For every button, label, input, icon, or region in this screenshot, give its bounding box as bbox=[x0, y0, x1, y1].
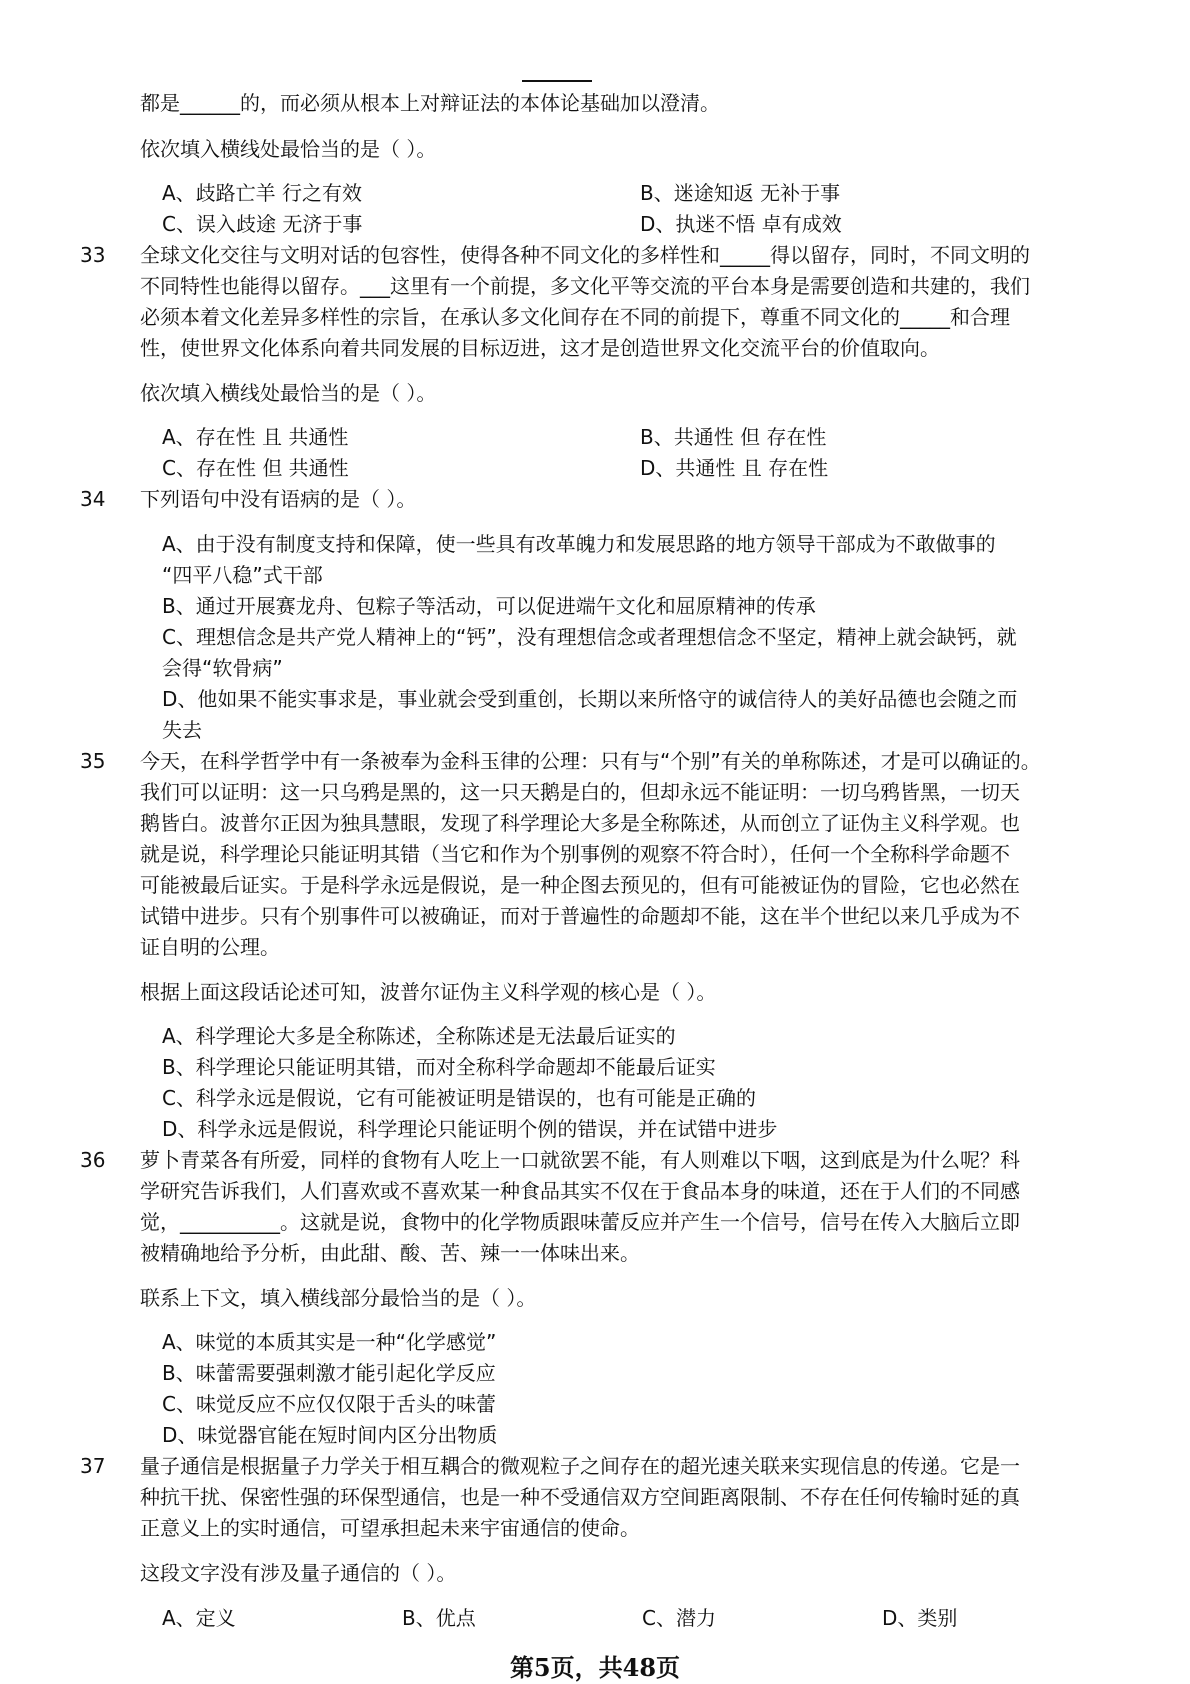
option-d: D、科学永远是假说，科学理论只能证明个例的错误，并在试错中进步 bbox=[162, 1117, 778, 1141]
question-text-line: 试错中进步。只有个别事件可以被确证，而对于普遍性的命题却不能，这在半个世纪以来几乎成为不 bbox=[140, 904, 1020, 928]
option-b: B、味蕾需要强刺激才能引起化学反应 bbox=[162, 1361, 496, 1385]
question-prompt: 这段文字没有涉及量子通信的（ ）。 bbox=[140, 1561, 457, 1585]
option-c: C、误入歧途 无济于事 bbox=[162, 212, 363, 236]
question-text-line: 都是______的，而必须从根本上对辩证法的本体论基础加以澄清。 bbox=[140, 91, 720, 115]
question-number: 36 bbox=[80, 1148, 106, 1172]
option-a-continued: “四平八稳”式干部 bbox=[162, 563, 323, 587]
option-c-continued: 会得“软骨病” bbox=[162, 656, 283, 680]
option-c: C、科学永远是假说，它有可能被证明是错误的，也有可能是正确的 bbox=[162, 1086, 756, 1110]
question-prompt: 联系上下文，填入横线部分最恰当的是（ ）。 bbox=[140, 1286, 537, 1310]
question-text-line: 必须本着文化差异多样性的宗旨，在承认多文化间存在不同的前提下，尊重不同文化的_____和合理 bbox=[140, 305, 1010, 329]
option-d: D、共通性 且 存在性 bbox=[640, 456, 829, 480]
question-stem: 下列语句中没有语病的是（ ）。 bbox=[140, 487, 417, 511]
option-b: B、迷途知返 无补于事 bbox=[640, 181, 841, 205]
question-number: 37 bbox=[80, 1454, 106, 1478]
option-d: D、他如果不能实事求是，事业就会受到重创，长期以来所恪守的诚信待人的美好品德也会随之而 bbox=[162, 687, 1018, 711]
question-text-line: 全球文化交往与文明对话的包容性，使得各种不同文化的多样性和_____得以留存，同时，不同文明的 bbox=[140, 243, 1030, 267]
option-c: C、味觉反应不应仅仅限于舌头的味蕾 bbox=[162, 1392, 496, 1416]
question-number: 34 bbox=[80, 487, 106, 511]
option-a: A、存在性 且 共通性 bbox=[162, 425, 349, 449]
option-b: B、通过开展赛龙舟、包粽子等活动，可以促进端午文化和屈原精神的传承 bbox=[162, 594, 816, 618]
question-text-line: 觉，__________。这就是说，食物中的化学物质跟味蕾反应并产生一个信号，信号在传入大脑后立即 bbox=[140, 1210, 1020, 1234]
option-c: C、存在性 但 共通性 bbox=[162, 456, 349, 480]
option-a: A、由于没有制度支持和保障，使一些具有改革魄力和发展思路的地方领导干部成为不敢做事的 bbox=[162, 532, 996, 556]
option-c: C、潜力 bbox=[642, 1606, 716, 1630]
option-a: A、科学理论大多是全称陈述，全称陈述是无法最后证实的 bbox=[162, 1024, 676, 1048]
option-d: D、执迷不悟 卓有成效 bbox=[640, 212, 842, 236]
option-b: B、优点 bbox=[402, 1606, 476, 1630]
question-prompt: 依次填入横线处最恰当的是（ ）。 bbox=[140, 381, 437, 405]
question-text-line: 学研究告诉我们，人们喜欢或不喜欢某一种食品其实不仅在于食品本身的味道，还在于人们的不同感 bbox=[140, 1179, 1020, 1203]
option-a: A、定义 bbox=[162, 1606, 236, 1630]
question-number: 35 bbox=[80, 749, 106, 773]
question-text-line: 种抗干扰、保密性强的环保型通信，也是一种不受通信双方空间距离限制、不存在任何传输时延的真 bbox=[140, 1485, 1020, 1509]
question-text-line: 就是说，科学理论只能证明其错（当它和作为个别事例的观察不符合时），任何一个全称科学命题不 bbox=[140, 842, 1010, 866]
question-text-line: 证自明的公理。 bbox=[140, 935, 280, 959]
question-text-line: 萝卜青菜各有所爱，同样的食物有人吃上一口就欲罢不能，有人则难以下咽，这到底是为什么呢？科 bbox=[140, 1148, 1020, 1172]
page-footer: 第5页，共48页 bbox=[509, 1653, 681, 1682]
question-text-line: 我们可以证明：这一只乌鸦是黑的，这一只天鹅是白的，但却永远不能证明：一切乌鸦皆黑，一切天 bbox=[140, 780, 1020, 804]
top-rule bbox=[522, 80, 592, 82]
option-d: D、类别 bbox=[882, 1606, 958, 1630]
option-d-continued: 失去 bbox=[162, 718, 202, 742]
question-text-line: 今天，在科学哲学中有一条被奉为金科玉律的公理：只有与“个别”有关的单称陈述，才是可以确证的。 bbox=[140, 749, 1041, 773]
question-text-line: 鹅皆白。波普尔正因为独具慧眼，发现了科学理论大多是全称陈述，从而创立了证伪主义科学观。也 bbox=[140, 811, 1020, 835]
question-text-line: 正意义上的实时通信，可望承担起未来宇宙通信的使命。 bbox=[140, 1516, 640, 1540]
question-text-line: 量子通信是根据量子力学关于相互耦合的微观粒子之间存在的超光速关联来实现信息的传递。它是一 bbox=[140, 1454, 1020, 1478]
option-a: A、味觉的本质其实是一种“化学感觉” bbox=[162, 1330, 497, 1354]
question-text-line: 不同特性也能得以留存。___这里有一个前提，多文化平等交流的平台本身是需要创造和共建的，我们 bbox=[140, 274, 1030, 298]
question-prompt: 根据上面这段话论述可知，波普尔证伪主义科学观的核心是（ ）。 bbox=[140, 980, 717, 1004]
option-a: A、歧路亡羊 行之有效 bbox=[162, 181, 363, 205]
option-b: B、共通性 但 存在性 bbox=[640, 425, 827, 449]
question-text-line: 性，使世界文化体系向着共同发展的目标迈进，这才是创造世界文化交流平台的价值取向。 bbox=[140, 336, 940, 360]
question-text-line: 被精确地给予分析，由此甜、酸、苦、辣一一体味出来。 bbox=[140, 1241, 640, 1265]
option-b: B、科学理论只能证明其错，而对全称科学命题却不能最后证实 bbox=[162, 1055, 716, 1079]
question-text-line: 可能被最后证实。于是科学永远是假说，是一种企图去预见的，但有可能被证伪的冒险，它也必然在 bbox=[140, 873, 1020, 897]
option-d: D、味觉器官能在短时间内区分出物质 bbox=[162, 1423, 498, 1447]
question-prompt: 依次填入横线处最恰当的是（ ）。 bbox=[140, 137, 437, 161]
question-number: 33 bbox=[80, 243, 106, 267]
option-c: C、理想信念是共产党人精神上的“钙”，没有理想信念或者理想信念不坚定，精神上就会缺钙，就 bbox=[162, 625, 1017, 649]
